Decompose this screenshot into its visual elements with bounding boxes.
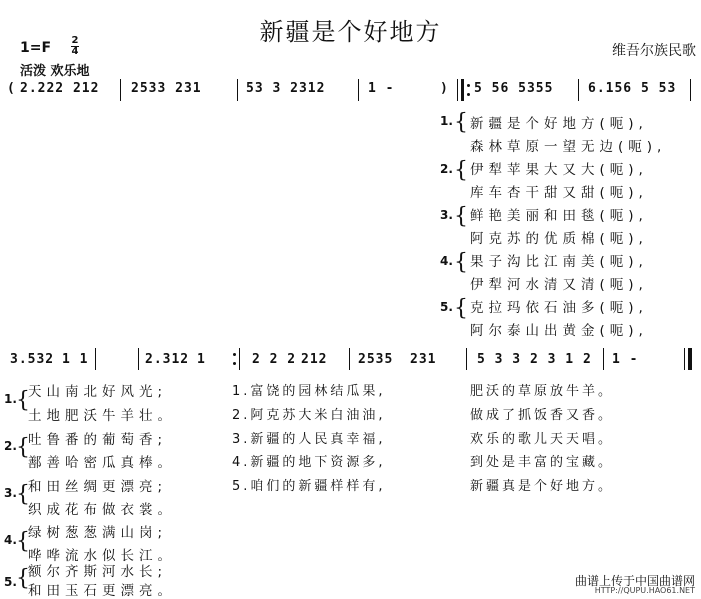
barline [466,348,467,370]
refrain-right-line: 肥沃的草原放牛羊。 [470,384,615,399]
measure-7b: 1 1 [62,352,89,367]
barline [358,79,359,101]
lyric-line: 库车杏干甜又甜(呃), [470,185,648,201]
lyric-line: 新疆是个好地方(呃), [470,116,648,132]
repeat-dot [467,84,470,87]
verse-brace: { [454,204,468,229]
measure-11: 5 3 3 [477,352,522,367]
verse-number: 5. [4,575,17,589]
lyric-line: 织成花布做衣裳。 [28,502,176,518]
intro-close-paren: ) [440,81,449,96]
final-barline-thin [684,348,685,370]
intro-open-paren: ( [7,81,16,96]
time-signature [71,36,79,56]
lyric-line: 哗哗流水似长江。 [28,548,176,564]
lyric-line: 鄯善哈密瓜真棒。 [28,455,176,471]
barline [349,348,350,370]
lyric-line: 克拉玛依石油多(呃), [470,300,648,316]
lyric-line: 和田玉石更漂亮。 [28,583,176,599]
barline [690,79,691,101]
watermark-url[interactable]: HTTP://QUPU.HAO61.NET [594,586,695,595]
verse-number: 4. [440,254,453,268]
barline [120,79,121,101]
barline [237,79,238,101]
verse-brace: { [16,435,30,460]
lyric-line: 额尔齐斯河水长; [28,564,168,580]
verse-number: 1. [4,392,17,406]
verse-number: 2. [4,439,17,453]
lyric-line: 伊犁河水清又清(呃), [470,277,648,293]
refrain-left-line: 2.阿克苏大米白油油, [232,408,386,423]
verse-number: 1. [440,114,453,128]
repeat-dot [233,362,236,365]
time-signature-top: 2 [71,35,79,46]
refrain-right-line: 到处是丰富的宝藏。 [470,455,615,470]
lyric-line: 伊犁苹果大又大(呃), [470,162,648,178]
song-title: 新疆是个好地方 [259,18,442,46]
measure-11b: 2 3 1 2 [530,352,592,367]
refrain-left-line: 4.新疆的地下资源多, [232,455,386,470]
refrain-right-line: 做成了抓饭香又香。 [470,408,615,423]
refrain-left-line: 1.富饶的园林结瓜果, [232,384,386,399]
key-signature: 1=F [20,40,52,56]
lyric-line: 吐鲁番的葡萄香; [28,432,168,448]
lyric-line: 鲜艳美丽和田毯(呃), [470,208,648,224]
barline [95,348,96,370]
barline [457,79,458,101]
time-signature-bottom: 4 [71,46,79,57]
barline [138,348,139,370]
verse-number: 4. [4,533,17,547]
lyric-line: 和田丝绸更漂亮; [28,479,168,495]
measure-5: 5 56 5355 [474,81,554,96]
measure-8b: 1 [197,352,206,367]
repeat-dot [233,353,236,356]
refrain-left-line: 3.新疆的人民真幸福, [232,432,386,447]
lyric-line: 天山南北好风光; [28,384,168,400]
lyric-line: 阿克苏的优质棉(呃), [470,231,648,247]
refrain-right-line: 新疆真是个好地方。 [470,479,615,494]
lyric-line: 果子沟比江南美(呃), [470,254,648,270]
genre-label: 维吾尔族民歌 [612,43,696,59]
measure-2: 2533 231 [131,81,202,96]
measure-7: 3.532 [10,352,55,367]
verse-brace: { [16,529,30,554]
verse-brace: { [16,566,30,591]
lyric-line: 绿树葱葱满山岗; [28,525,168,541]
measure-9: 2 2 2 [252,352,297,367]
lyric-line: 森林草原一望无边(呃), [470,139,667,155]
repeat-start-bar [461,79,464,101]
lyric-line: 阿尔泰山出黄金(呃), [470,323,648,339]
measure-10b: 231 [410,352,437,367]
measure-12: 1 - [612,352,639,367]
verse-brace: { [454,296,468,321]
measure-1: 2.222 212 [20,81,100,96]
final-barline-thick [688,348,692,370]
verse-number: 2. [440,162,453,176]
watermark-text: 曲谱上传于中国曲谱网 [574,574,695,588]
verse-brace: { [16,482,30,507]
barline [603,348,604,370]
barline [239,348,240,370]
repeat-dot [467,93,470,96]
tempo-marking: 活泼 欢乐地 [20,64,90,79]
refrain-left-line: 5.咱们的新疆样样有, [232,479,386,494]
lyric-line: 土地肥沃牛羊壮。 [28,408,176,424]
measure-9b: 212 [301,352,328,367]
measure-10: 2535 [358,352,394,367]
verse-number: 3. [4,486,17,500]
verse-brace: { [454,158,468,183]
verse-brace: { [454,110,468,135]
verse-number: 5. [440,300,453,314]
measure-8: 2.312 [145,352,190,367]
verse-brace: { [16,388,30,413]
refrain-right-line: 欢乐的歌儿天天唱。 [470,432,615,447]
verse-brace: { [454,250,468,275]
measure-4: 1 - [368,81,395,96]
measure-6: 6.156 5 53 [588,81,677,96]
barline [578,79,579,101]
measure-3: 53 3 2312 [246,81,326,96]
verse-number: 3. [440,208,453,222]
